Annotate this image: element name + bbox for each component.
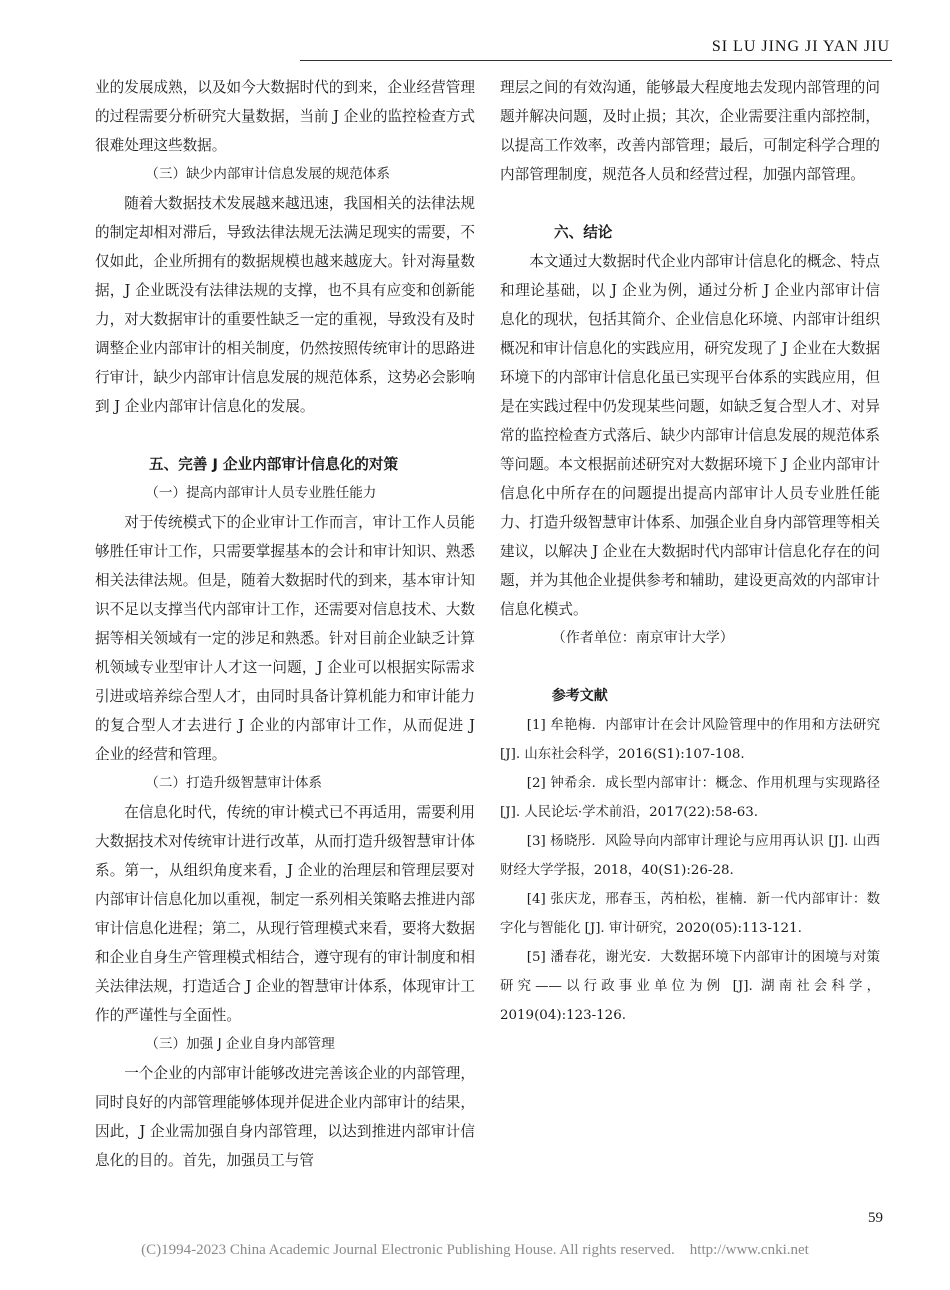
spacer (500, 653, 880, 682)
spacer (500, 189, 880, 218)
references-heading: 参考文献 (551, 688, 608, 704)
subsection-heading-3: （三）缺少内部审计信息发展的规范体系 (145, 166, 390, 182)
section-5-sub-2-text: 在信息化时代，传统的审计模式已不再适用，需要利用大数据技术对传统审计进行改革，从而打造升级智慧审计体系。第一，从组织角度来看，J 企业的治理层和管理层要对内部审计信息化加以重视，制定一系列相关策略去推进内部审计信息化进程；第二，从现行管理模式来看，要将大数据和企业自身生产管理模式相结合，遵守现有的审计制度和相关法律法规，打造适合 J 企业的智慧审计体系，体现审计工作的严谨性与全面性。 (95, 804, 475, 1024)
reference-item: [3] 杨晓彤．风险导向内部审计理论与应用再认识 [J]. 山西财经大学学报，2018，40(S1):26-28. (500, 834, 880, 878)
intro-paragraph: 业的发展成熟，以及如今大数据时代的到来，企业经营管理的过程需要分析研究大量数据，当前 J 企业的监控检查方式很难处理这些数据。 (95, 79, 475, 154)
author-unit: （作者单位：南京审计大学） (551, 630, 734, 646)
continuation-paragraph: 理层之间的有效沟通，能够最大程度地去发现内部管理的问题并解决问题，及时止损；其次，企业需要注重内部控制，以提高工作效率，改善内部管理；最后，可制定科学合理的内部管理制度，规范各人员和经营过程，加强内部管理。 (500, 79, 880, 183)
reference-list (500, 711, 880, 1030)
subsection-3-text: 随着大数据技术发展越来越迅速，我国相关的法律法规的制定却相对滞后，导致法律法规无法满足现实的需要，不仅如此，企业所拥有的数据规模也越来越庞大。针对海量数据，J 企业既没有法律法规的支撑，也不具有应变和创新能力，对大数据审计的重要性缺乏一定的重视，导致没有及时调整企业内部审计的相关制度，仍然按照传统审计的思路进行审计，缺少内部审计信息发展的规范体系，这势必会影响到 J 企业内部审计信息化的发展。 (95, 195, 475, 415)
section-5-sub-1-text: 对于传统模式下的企业审计工作而言，审计工作人员能够胜任审计工作，只需要掌握基本的会计和审计知识、熟悉相关法律法规。但是，随着大数据时代的到来，基本审计知识不足以支撑当代内部审计工作，还需要对信息技术、大数据等相关领域有一定的涉足和熟悉。针对目前企业缺乏计算机领域专业型审计人才这一问题，J 企业可以根据实际需求引进或培养综合型人才，由同时具备计算机能力和审计能力的复合型人才去进行 J 企业的内部审计工作，从而促进 J 企业的经营和管理。 (95, 514, 475, 763)
spacer (95, 421, 475, 450)
reference-item: [5] 潘春花，谢光安．大数据环境下内部审计的困境与对策研究——以行政事业单位为例 [J]. 湖南社会科学，2019(04):123-126. (500, 950, 880, 1023)
reference-item: [2] 钟希余．成长型内部审计：概念、作用机理与实现路径 [J]. 人民论坛·学术前沿，2017(22):58-63. (500, 776, 880, 820)
journal-header: SI LU JING JI YAN JIU (711, 38, 890, 55)
conclusion-text: 本文通过大数据时代企业内部审计信息化的概念、特点和理论基础，以 J 企业为例，通过分析 J 企业内部审计信息化的现状，包括其简介、企业信息化环境、内部审计组织概况和审计信息化的实践应用，研究发现了 J 企业在大数据环境下的内部审计信息化虽已实现平台体系的实践应用，但是在实践过程中仍发现某些问题，如缺乏复合型人才、对异常的监控检查方式落后、缺少内部审计信息发展的规范体系等问题。本文根据前述研究对大数据环境下 J 企业内部审计信息化中所存在的问题提出提高内部审计人员专业胜任能力、打造升级智慧审计体系、加强企业自身内部管理等相关建议，以解决 J 企业在大数据时代内部审计信息化存在的问题，并为其他企业提供参考和辅助，建设更高效的内部审计信息化模式。 (500, 253, 880, 618)
reference-item: [1] 牟艳梅．内部审计在会计风险管理中的作用和方法研究 [J]. 山东社会科学，2016(S1):107-108. (500, 718, 880, 762)
section-5-subheading-3: （三）加强 J 企业自身内部管理 (145, 1036, 335, 1052)
left-column (95, 73, 475, 1175)
section-5-heading: 五、完善 J 企业内部审计信息化的对策 (149, 456, 399, 473)
header-rule (300, 60, 892, 61)
section-5-sub-3-text: 一个企业的内部审计能够改进完善该企业的内部管理，同时良好的内部管理能够体现并促进企业内部审计的结果，因此，J 企业需加强自身内部管理，以达到推进内部审计信息化的目的。首先，加强员工与管 (95, 1065, 475, 1169)
section-5-subheading-1: （一）提高内部审计人员专业胜任能力 (145, 485, 377, 501)
page-number: 59 (868, 1210, 883, 1226)
section-6-heading: 六、结论 (554, 224, 613, 241)
copyright-footer: (C)1994-2023 China Academic Journal Electronic Publishing House. All rights reserved. http://www.cnki.net (141, 1242, 809, 1258)
section-5-subheading-2: （二）打造升级智慧审计体系 (145, 775, 323, 791)
reference-item: [4] 张庆龙，邢春玉，芮柏松，崔楠．新一代内部审计：数字化与智能化 [J]. 审计研究，2020(05):113-121. (500, 892, 880, 936)
right-column (500, 73, 880, 1030)
